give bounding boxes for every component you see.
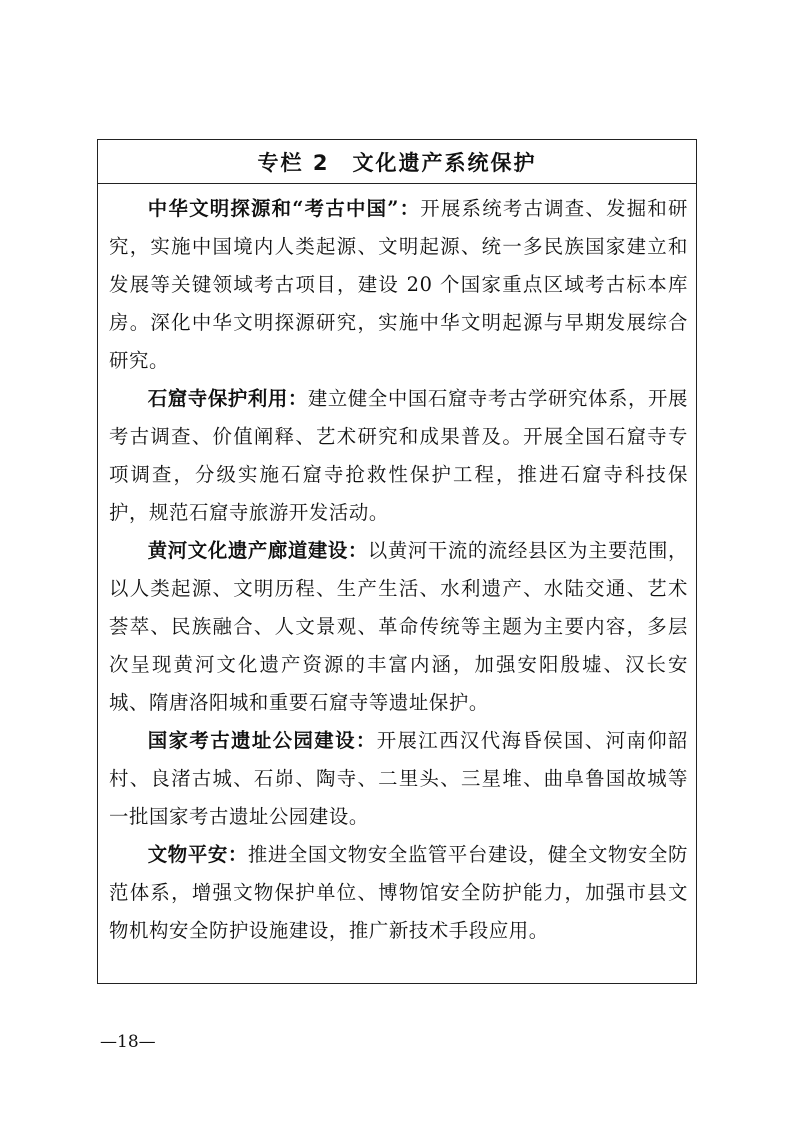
paragraph-lead: 国家考古遗址公园建设： xyxy=(147,729,377,752)
paragraph-relic-safety xyxy=(109,836,688,950)
paragraph-lead: 黄河文化遗产廊道建设： xyxy=(147,539,368,562)
column-body xyxy=(98,184,696,950)
paragraph-text: 开展江西汉代海昏侯国、河南仰韶村、良渚古城、石峁、陶寺、二里头、三星堆、曲阜鲁国故城等一批国家考古遗址公园建设。 xyxy=(109,729,688,828)
column-header xyxy=(98,140,696,184)
paragraph-civilization-origin xyxy=(109,190,688,380)
paragraph-yellow-river-corridor xyxy=(109,532,688,722)
paragraph-lead: 文物平安： xyxy=(147,843,248,866)
paragraph-text: 推进全国文物安全监管平台建设，健全文物安全防范体系，增强文物保护单位、博物馆安全防护能力，加强市县文物机构安全防护设施建设，推广新技术手段应用。 xyxy=(109,843,689,942)
paragraph-archaeological-parks xyxy=(109,722,688,836)
column-box xyxy=(97,139,697,984)
paragraph-text: 开展系统考古调查、发掘和研究，实施中国境内人类起源、文明起源、统一多民族国家建立和发展等关键领域考古项目，建设 20 个国家重点区域考古标本库房。深化中华文明探源研究，实施中华文明起源与早期发展综合研究。 xyxy=(109,197,688,372)
paragraph-text: 建立健全中国石窟寺考古学研究体系，开展考古调查、价值阐释、艺术研究和成果普及。开展全国石窟寺专项调查，分级实施石窟寺抢救性保护工程，推进石窟寺科技保护，规范石窟寺旅游开发活动。 xyxy=(109,387,688,524)
paragraph-grotto-temples xyxy=(109,380,688,532)
page-number: —18— xyxy=(100,1032,156,1052)
paragraph-lead: 石窟寺保护利用： xyxy=(147,387,308,410)
paragraph-lead: 中华文明探源和“考古中国”： xyxy=(147,197,421,220)
column-title: 专栏 2 文化遗产系统保护 xyxy=(257,150,537,175)
paragraph-text: 以黄河干流的流经县区为主要范围，以人类起源、文明历程、生产生活、水利遗产、水陆交通、艺术荟萃、民族融合、人文景观、革命传统等主题为主要内容，多层次呈现黄河文化遗产资源的丰富内涵，加强安阳殷墟、汉长安城、隋唐洛阳城和重要石窟寺等遗址保护。 xyxy=(109,539,688,714)
